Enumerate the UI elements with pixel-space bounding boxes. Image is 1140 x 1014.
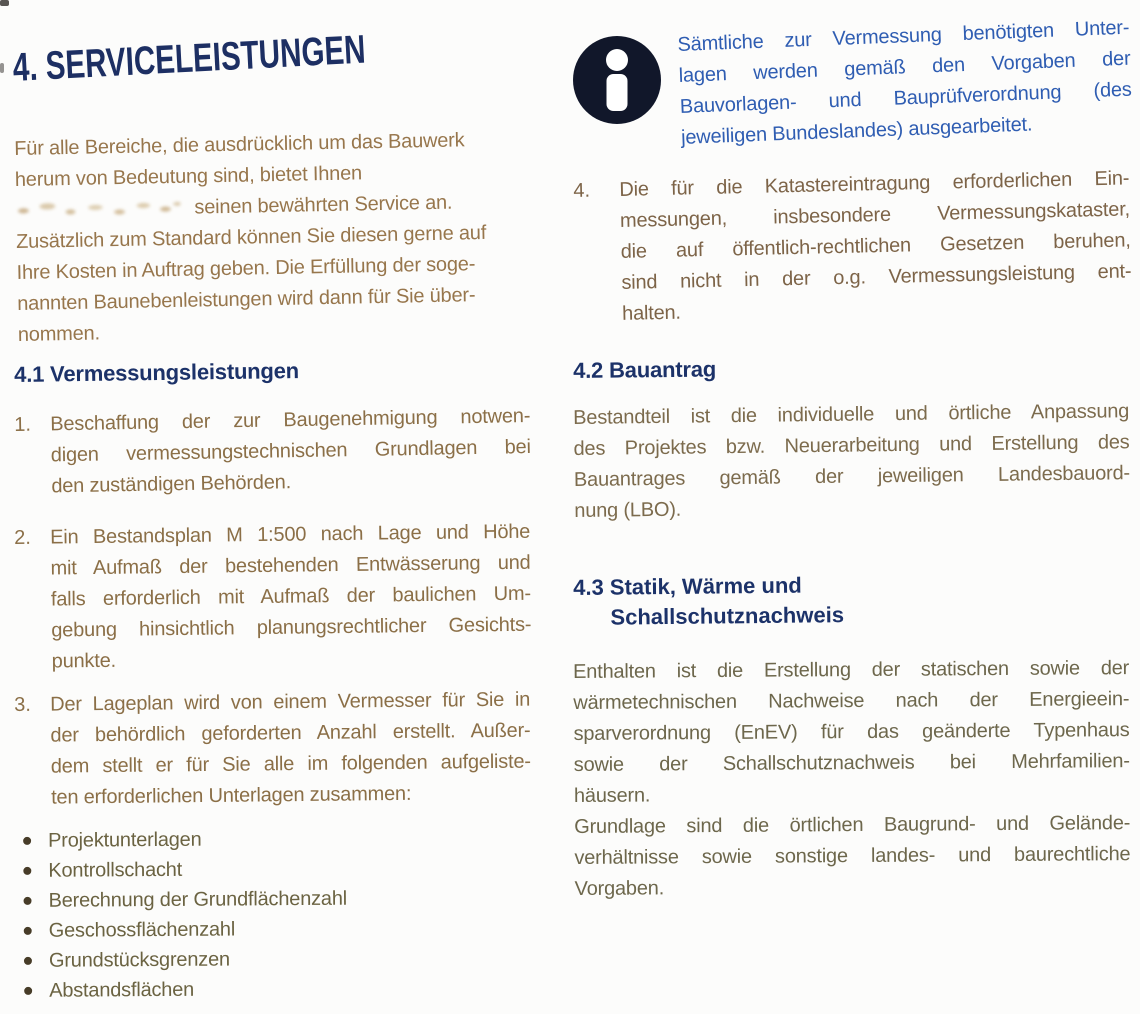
text-line: nommen. bbox=[17, 322, 101, 346]
text-line: Geschossflächenzahl bbox=[15, 912, 531, 946]
text-line: Bestandteil ist die individuelle und örtliche Anpassung bbox=[573, 400, 1130, 430]
text-line: dem stellt er für Sie alle im folgenden aufgeliste- bbox=[50, 750, 531, 778]
text-line: Sämtliche zur Vermessung benötigten Unter- bbox=[677, 16, 1130, 56]
section-4-3-heading bbox=[573, 567, 1130, 633]
info-icon-stem bbox=[607, 74, 628, 111]
text-line: Kontrollschacht bbox=[14, 852, 530, 886]
section-4-3-paragraph-2 bbox=[574, 808, 1131, 905]
item-text bbox=[619, 163, 1132, 330]
text-line: sowie der Schallschutznachweis bei Mehrfamilien- bbox=[573, 750, 1130, 777]
text-line: der behördlich geforderten Anzahl erstellt. Außer- bbox=[50, 719, 531, 747]
section-4-2-body bbox=[573, 396, 1130, 527]
text-line: sind nicht in der o.g. Vermessungsleistung ent- bbox=[621, 260, 1132, 294]
text-line: wärmetechnischen Nachweise nach der Energieein- bbox=[573, 688, 1130, 715]
scan-artifact bbox=[0, 63, 4, 73]
bullet-list bbox=[14, 822, 531, 1006]
text-line: Vorgaben. bbox=[574, 877, 665, 901]
text-line: Die für die Katastereintragung erforderlichen Ein- bbox=[619, 167, 1130, 201]
redacted-company-name bbox=[15, 199, 180, 217]
text-line: Für alle Bereiche, die ausdrücklich um das Bauwerk bbox=[14, 129, 465, 160]
text-line: Projektunterlagen bbox=[14, 822, 530, 856]
info-icon-dot bbox=[606, 49, 628, 71]
info-note-text bbox=[677, 13, 1133, 154]
text-line: Bauvorlagen- und Bauprüfverordnung (des bbox=[679, 78, 1133, 118]
item-number: 3. bbox=[14, 693, 31, 716]
item-text bbox=[50, 401, 532, 502]
item-text bbox=[50, 685, 531, 814]
text-line: Berechnung der Grundflächenzahl bbox=[14, 882, 530, 916]
numbered-item-2 bbox=[14, 517, 532, 678]
right-column bbox=[573, 0, 1133, 905]
text-line: Enthalten ist die Erstellung der statischen sowie der bbox=[573, 657, 1130, 684]
section-4-2-heading: 4.2 Bauantrag bbox=[573, 356, 717, 383]
text-line: nung (LBO). bbox=[574, 498, 682, 523]
numbered-item-4 bbox=[573, 163, 1132, 331]
text-line: jeweiligen Bundeslandes) ausgearbeitet. bbox=[680, 113, 1033, 149]
item-number: 4. bbox=[573, 179, 591, 202]
text-line: Grundstücksgrenzen bbox=[15, 942, 531, 976]
section-4-3-heading-line2: Schallschutznachweis bbox=[610, 602, 845, 630]
scan-artifact bbox=[0, 0, 9, 6]
item-text bbox=[50, 517, 532, 678]
text-line: die auf öffentlich-rechtlichen Gesetzen beruhen, bbox=[620, 229, 1131, 263]
text-line: mit Aufmaß der bestehenden Entwässerung und bbox=[50, 551, 531, 580]
text-line: messungen, insbesondere Vermessungskataster, bbox=[619, 198, 1131, 232]
intro-redacted-suffix: seinen bewährten Service an. bbox=[194, 191, 453, 219]
text-line: sparverordnung (EnEV) für das geänderte Typenhaus bbox=[573, 719, 1130, 746]
item-number: 2. bbox=[14, 526, 32, 549]
text-line: verhältnisse sowie sonstige landes- und baurechtliche bbox=[574, 843, 1131, 870]
text-line: Grundlage sind die örtlichen Baugrund- und Gelände- bbox=[574, 812, 1131, 839]
item-number: 1. bbox=[14, 413, 32, 436]
text-line: Bauantrages gemäß der jeweiligen Landesbauord- bbox=[573, 462, 1131, 492]
section-4-3-body bbox=[573, 653, 1131, 905]
text-line: herum von Bedeutung sind, bietet Ihnen bbox=[14, 162, 363, 191]
text-line: des Projektes bzw. Neuerarbeitung und Erstellung des bbox=[573, 431, 1130, 461]
text-line: häusern. bbox=[573, 784, 651, 808]
section-4-3-paragraph-1 bbox=[573, 653, 1130, 812]
text-line: nannten Baunebenleistungen wird dann für Sie über- bbox=[17, 284, 476, 315]
left-column bbox=[11, 0, 532, 1006]
text-line: digen vermessungstechnischen Grundlagen bei bbox=[50, 435, 531, 467]
text-line: ten erforderlichen Unterlagen zusammen: bbox=[51, 782, 412, 809]
text-line: den zuständigen Behörden. bbox=[51, 471, 292, 498]
intro-lines-after bbox=[16, 217, 534, 351]
info-box bbox=[573, 16, 1133, 154]
text-line: Zusätzlich zum Standard können Sie diesen gerne auf bbox=[15, 221, 487, 253]
info-icon bbox=[573, 36, 661, 124]
section-4-1-heading: 4.1 Vermessungsleistungen bbox=[14, 358, 300, 387]
text-line: Ihre Kosten in Auftrag geben. Die Erfüllung der soge- bbox=[16, 253, 476, 284]
text-line: falls erforderlich mit Aufmaß der baulichen Um- bbox=[50, 582, 532, 611]
text-line: punkte. bbox=[51, 649, 117, 673]
text-line: lagen werden gemäß den Vorgaben der bbox=[678, 47, 1131, 87]
section-4-3-heading-line1: 4.3 Statik, Wärme und bbox=[573, 572, 802, 601]
text-line: gebung hinsichtlich planungsrechtlicher Gesichts- bbox=[51, 613, 532, 642]
intro-paragraph bbox=[14, 124, 534, 351]
text-line: Abstandsflächen bbox=[15, 972, 531, 1006]
numbered-item-1 bbox=[14, 401, 532, 503]
page-title: 4. SERVICELEISTUNGEN bbox=[11, 27, 367, 90]
intro-lines-before bbox=[14, 124, 531, 196]
numbered-item-3 bbox=[14, 685, 531, 814]
text-line: Ein Bestandsplan M 1:500 nach Lage und Höhe bbox=[50, 520, 531, 549]
text-line: Der Lageplan wird von einem Vermesser für Sie in bbox=[50, 688, 531, 716]
text-line: halten. bbox=[621, 301, 682, 325]
text-line: Beschaffung der zur Baugenehmigung notwen- bbox=[50, 404, 531, 436]
